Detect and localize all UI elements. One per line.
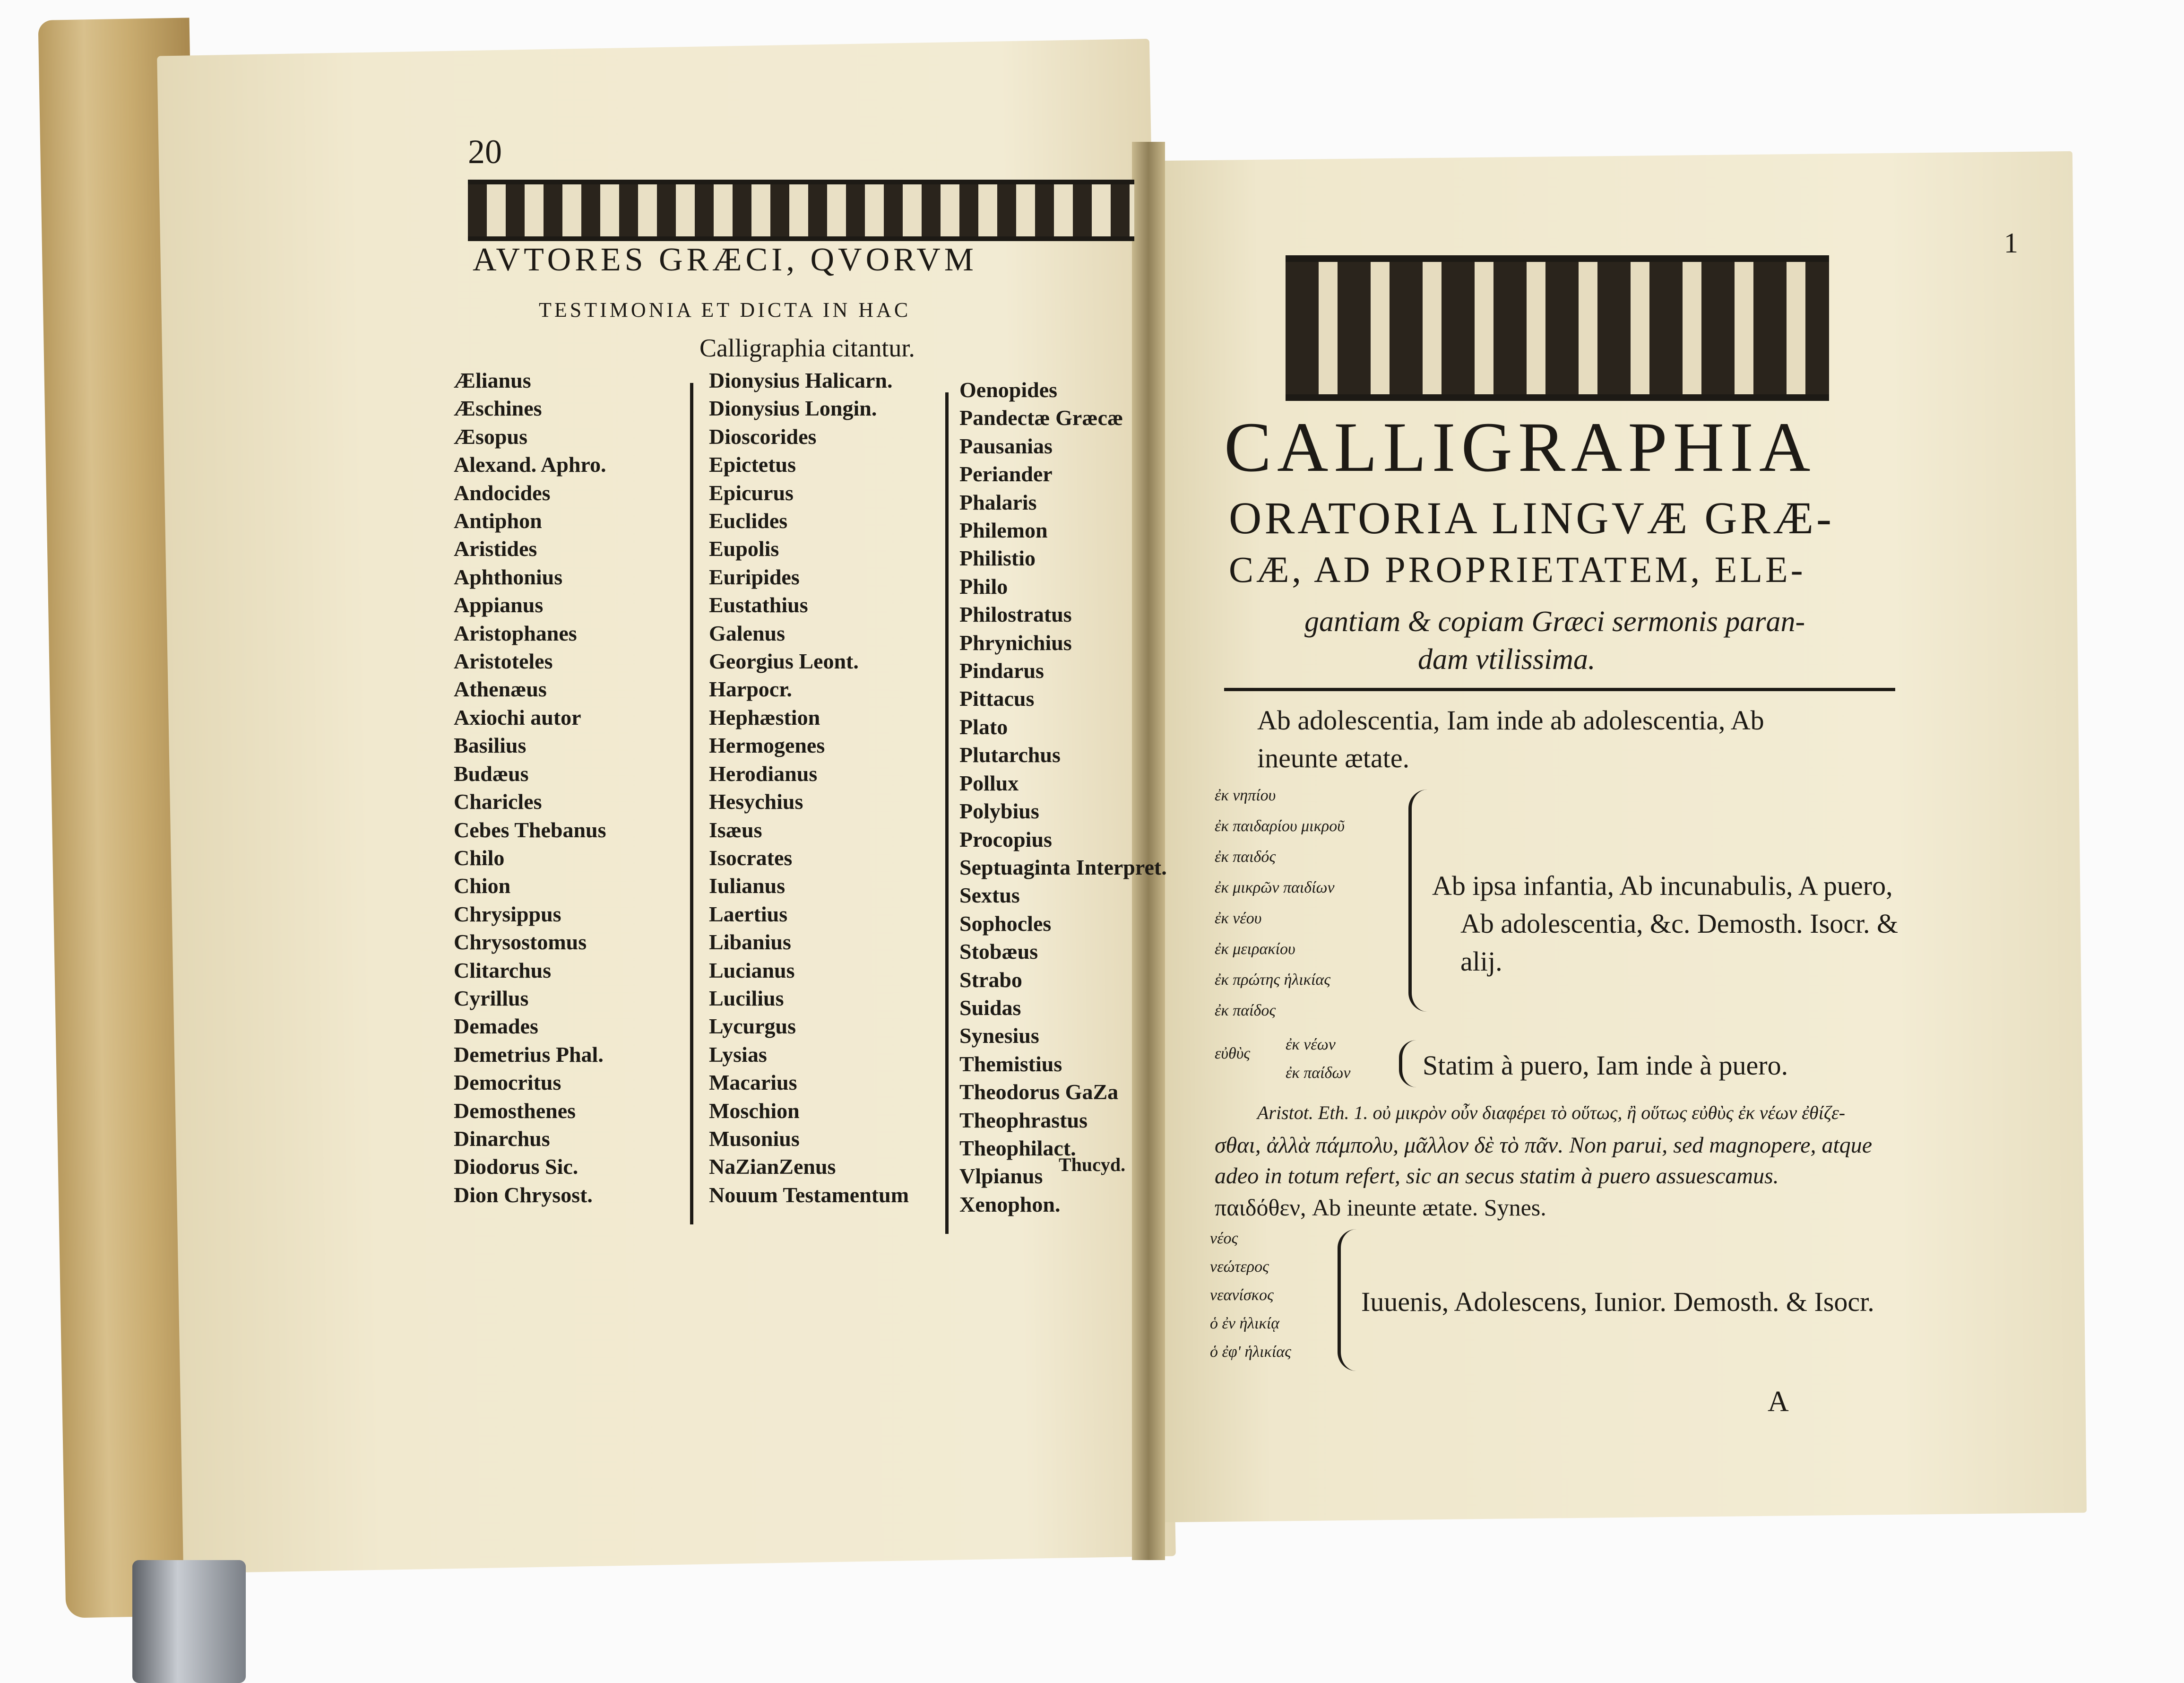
author-name: Clitarchus [454, 958, 552, 982]
page-clip [132, 1560, 246, 1683]
author-name: Xenophon. [959, 1192, 1061, 1216]
author-name: Hephæstion [709, 705, 820, 729]
author-name: Sophocles [959, 911, 1052, 936]
left-title-line1: AVTORES GRÆCI, QVORVM [473, 242, 978, 278]
author-name: Polybius [959, 799, 1039, 824]
greek-group3 [1210, 1224, 1291, 1366]
greek-phrase: ἐκ νέου [1215, 910, 1262, 927]
author-name: Pindarus [959, 659, 1044, 683]
author-name: Georgius Leont. [709, 649, 859, 674]
brace-1 [1408, 789, 1431, 1012]
author-name: Aphthonius [454, 564, 563, 589]
extra-author-entry: Thucyd. [1059, 1154, 1126, 1175]
author-name: Aristophanes [454, 621, 577, 645]
author-name: Lysias [709, 1042, 767, 1067]
headpiece-ornament [468, 180, 1134, 241]
left-title-line2: TESTIMONIA ET DICTA IN HAC [539, 298, 911, 321]
greek-phrase: νεώτερος [1210, 1258, 1269, 1275]
author-list-3 [959, 376, 1167, 1218]
author-name: Demetrius Phal. [454, 1042, 604, 1067]
author-name: Laertius [709, 902, 788, 926]
greek-phrase: ἐκ νέων [1286, 1036, 1336, 1053]
greek-phrase: ἐκ πρώτης ἡλικίας [1215, 971, 1331, 989]
author-name: Themistius [959, 1051, 1062, 1076]
greek-phrase: ἐκ μικρῶν παιδίων [1215, 879, 1335, 896]
greek-phrase: ὁ ἐφ' ἡλικίας [1210, 1343, 1291, 1361]
author-name: Philostratus [959, 602, 1072, 627]
author-name: Euripides [709, 564, 800, 589]
author-name: Chrysostomus [454, 930, 587, 954]
author-name: Ælianus [454, 368, 531, 392]
author-name: Aristoteles [454, 649, 553, 674]
author-name: Antiphon [454, 509, 542, 533]
author-column-1 [454, 366, 606, 1209]
author-name: Phrynichius [959, 630, 1072, 655]
greek-list-3 [1210, 1224, 1291, 1366]
author-name: Harpocr. [709, 677, 792, 702]
entry1-line2: ineunte ætate. [1257, 743, 1410, 773]
entry3: Statim à puero, Iam inde à puero. [1423, 1050, 1788, 1081]
author-name: Demosthenes [454, 1098, 576, 1123]
left-page-number: 20 [468, 133, 502, 171]
author-name: Appianus [454, 593, 544, 617]
author-name: Plato [959, 714, 1008, 739]
author-name: Synesius [959, 1024, 1039, 1048]
author-name: Nouum Testamentum [709, 1182, 909, 1207]
author-name: Democritus [454, 1070, 561, 1095]
author-name: Pollux [959, 771, 1019, 795]
entry2-line1: Ab ipsa infantia, Ab incunabulis, A puero, [1432, 870, 1893, 901]
brace-3 [1338, 1229, 1360, 1371]
author-name: Theophrastus [959, 1108, 1088, 1132]
entry2-line3: alij. [1460, 946, 1502, 977]
left-title-line3: Calligraphia citantur. [699, 334, 915, 362]
author-name: NaZianZenus [709, 1154, 836, 1179]
greek-euthys: εὐθὺς [1215, 1045, 1251, 1062]
subtitle-line1: ORATORIA LINGVÆ GRÆ- [1229, 493, 1834, 543]
title-rule [1224, 688, 1895, 691]
subtitle-line2: CÆ, AD PROPRIETATEM, ELE- [1229, 549, 1806, 590]
author-name: Phalaris [959, 490, 1037, 514]
author-list-2 [709, 366, 909, 1209]
author-name: Periander [959, 462, 1053, 486]
author-name: Hesychius [709, 789, 803, 814]
author-list-1 [454, 366, 606, 1209]
calligraphia-title: CALLIGRAPHIA [1224, 408, 1816, 486]
author-name: Cyrillus [454, 986, 529, 1010]
greek-phrase: ἐκ νηπίου [1215, 787, 1276, 804]
author-name: Demades [454, 1014, 538, 1039]
greek-phrase: ἐκ παίδος [1215, 1002, 1276, 1019]
author-name: Isæus [709, 817, 762, 842]
author-name: Lucilius [709, 986, 784, 1010]
author-name: Hermogenes [709, 733, 825, 758]
greek-list-1 [1215, 780, 1345, 1026]
author-name: Basilius [454, 733, 527, 758]
author-name: Macarius [709, 1070, 797, 1095]
greek-group2 [1286, 1031, 1350, 1087]
author-name: Herodianus [709, 761, 818, 786]
author-name: Isocrates [709, 845, 793, 870]
author-name: Euclides [709, 509, 788, 533]
author-name: Galenus [709, 621, 786, 645]
author-name: Chrysippus [454, 902, 561, 926]
author-column-2 [709, 366, 909, 1209]
signature-mark: A [1768, 1386, 1789, 1418]
author-name: Oenopides [959, 378, 1058, 402]
greek-phrase: ὁ ἐν ἡλικίᾳ [1210, 1315, 1280, 1332]
author-name: Eustathius [709, 593, 808, 617]
author-name: Procopius [959, 827, 1052, 851]
subtitle-line3: gantiam & copiam Græci sermonis paran- [1304, 606, 1805, 638]
author-name: Suidas [959, 995, 1021, 1020]
author-name: Iulianus [709, 874, 786, 898]
author-name: Cebes Thebanus [454, 817, 606, 842]
author-column-3 [959, 376, 1167, 1218]
author-name: Pausanias [959, 434, 1053, 458]
quote-line3: adeo in totum refert, sic an secus statim à puero assuescamus. [1215, 1163, 1779, 1189]
author-name: Dion Chrysost. [454, 1182, 593, 1207]
author-name: Plutarchus [959, 743, 1061, 767]
author-name: Philistio [959, 546, 1036, 571]
author-name: Alexand. Aphro. [454, 452, 606, 477]
author-name: Musonius [709, 1126, 800, 1151]
author-name: Pandectæ Græcæ [959, 406, 1123, 430]
author-name: Libanius [709, 930, 791, 954]
greek-phrase: νέος [1210, 1230, 1238, 1247]
author-name: Axiochi autor [454, 705, 581, 729]
greek-phrase: ἐκ παιδαρίου μικροῦ [1215, 817, 1345, 835]
author-name: Epicurus [709, 480, 794, 505]
author-name: Stobæus [959, 939, 1038, 964]
author-name: Eupolis [709, 537, 779, 561]
author-name: Dionysius Halicarn. [709, 368, 893, 392]
greek-list-2 [1286, 1031, 1350, 1087]
author-name: Æsopus [454, 424, 527, 449]
author-name: Dionysius Longin. [709, 396, 877, 421]
author-name: Athenæus [454, 677, 547, 702]
entry4: Iuuenis, Adolescens, Iunior. Demosth. & Isocr. [1361, 1286, 1874, 1317]
author-name: Aristides [454, 537, 537, 561]
entry2-line2: Ab adolescentia, &c. Demosth. Isocr. & [1460, 908, 1899, 939]
author-name: Dioscorides [709, 424, 817, 449]
column-divider-2 [945, 392, 949, 1234]
author-name: Theophilact. [959, 1136, 1076, 1160]
author-name: Æschines [454, 396, 542, 421]
author-name: Theodorus GaZa [959, 1080, 1119, 1104]
greek-group1 [1215, 780, 1345, 1026]
author-name: Moschion [709, 1098, 800, 1123]
column-divider-1 [690, 383, 693, 1224]
quote-line1: Aristot. Eth. 1. οὐ μικρὸν οὖν διαφέρει τὸ οὕτως, ἢ οὕτως εὐθὺς ἐκ νέων ἐθίζε- [1257, 1102, 1846, 1123]
author-name: Charicles [454, 789, 542, 814]
author-name: Diodorus Sic. [454, 1154, 578, 1179]
author-name: Septuaginta Interpret. [959, 855, 1167, 879]
right-page-number: 1 [2004, 227, 2018, 259]
author-name: Pittacus [959, 686, 1035, 711]
right-headpiece-ornament [1286, 255, 1829, 401]
greek-phrase: νεανίσκος [1210, 1286, 1274, 1304]
author-name: Philemon [959, 518, 1048, 543]
author-name: Vlpianus [959, 1164, 1043, 1189]
author-name: Dinarchus [454, 1126, 550, 1151]
greek-phrase: ἐκ μειρακίου [1215, 940, 1295, 958]
author-name: Budæus [454, 761, 529, 786]
greek-phrase: ἐκ παίδων [1286, 1064, 1351, 1082]
author-name: Sextus [959, 883, 1020, 908]
quote-line4: παιδόθεν, Ab ineunte ætate. Synes. [1215, 1194, 1546, 1221]
author-name: Lycurgus [709, 1014, 796, 1039]
quote-line2: σθαι, ἀλλὰ πάμπολυ, μᾶλλον δὲ τὸ πᾶν. Non parui, sed magnopere, atque [1215, 1133, 1873, 1158]
author-name: Andocides [454, 480, 551, 505]
subtitle-line4: dam vtilissima. [1418, 643, 1596, 676]
entry1-line1: Ab adolescentia, Iam inde ab adolescentia, Ab [1257, 705, 1764, 736]
author-name: Philo [959, 574, 1008, 599]
author-name: Chilo [454, 845, 505, 870]
greek-phrase: ἐκ παιδός [1215, 848, 1276, 866]
author-name: Strabo [959, 967, 1022, 992]
author-name: Chion [454, 874, 511, 898]
author-name: Epictetus [709, 452, 796, 477]
author-name: Lucianus [709, 958, 795, 982]
